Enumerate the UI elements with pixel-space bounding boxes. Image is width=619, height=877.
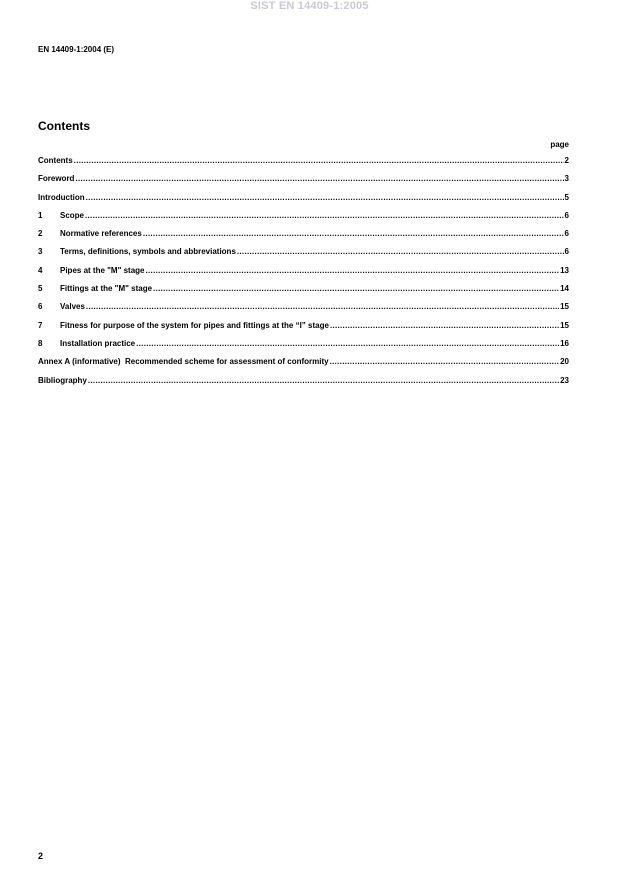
toc-entry-page: 5: [564, 192, 569, 202]
document-id: EN 14409-1:2004 (E): [38, 45, 115, 54]
toc-entry-page: 6: [564, 229, 569, 239]
toc-entry-number: 8: [38, 338, 43, 348]
toc-entry-number: 6: [38, 302, 43, 312]
toc-entry-introduction[interactable]: [38, 193, 569, 211]
toc-entry-installation-practice[interactable]: [38, 339, 569, 357]
toc-entry-annex-a[interactable]: [38, 357, 569, 375]
toc-entry-contents[interactable]: [38, 156, 569, 174]
toc-entry-title: Normative references: [60, 229, 142, 239]
toc-entry-title: Foreword: [38, 174, 75, 184]
toc-entry-page: 2: [564, 156, 569, 165]
toc-entry-number: 7: [38, 320, 43, 330]
page-column-label: page: [550, 140, 569, 149]
toc-entry-title: Terms, definitions, symbols and abbreviations: [60, 247, 236, 257]
toc-entry-title: Bibliography: [38, 375, 87, 385]
toc-entry-page: 20: [560, 357, 569, 367]
toc-entry-number: 4: [38, 265, 43, 275]
toc-entry-number: 2: [38, 229, 43, 239]
dot-leader: [75, 174, 563, 183]
toc-entry-page: 13: [560, 265, 569, 275]
dot-leader: [330, 357, 560, 366]
dot-leader: [86, 193, 564, 202]
dot-leader: [146, 266, 560, 275]
toc-entry-number: 1: [38, 210, 43, 220]
toc-entry-title: Introduction: [38, 192, 85, 202]
toc-entry-title: Contents: [38, 156, 73, 165]
contents-heading: Contents: [38, 119, 90, 133]
toc-entry-page: 15: [560, 302, 569, 312]
toc-entry-valves[interactable]: [38, 302, 569, 320]
toc-entry-bibliography[interactable]: [38, 376, 569, 394]
toc-entry-page: 16: [560, 338, 569, 348]
toc-entry-title: Annex A (informative) Recommended scheme for assessment of conformity: [38, 357, 329, 367]
dot-leader: [86, 302, 559, 311]
toc-entry-page: 14: [560, 284, 569, 294]
toc-entry-title: Valves: [60, 302, 85, 312]
toc-entry-normative-references[interactable]: [38, 229, 569, 247]
dot-leader: [237, 247, 564, 256]
toc-entry-fitness-for-purpose[interactable]: [38, 321, 569, 339]
dot-leader: [136, 339, 559, 348]
toc-entry-title: Pipes at the "M" stage: [60, 265, 145, 275]
toc-entry-title: Fittings at the "M" stage: [60, 284, 153, 294]
watermark: SIST EN 14409-1:2005: [250, 0, 369, 12]
page-number: 2: [38, 851, 44, 861]
dot-leader: [88, 376, 559, 385]
toc-entry-scope[interactable]: [38, 211, 569, 229]
toc-entry-page: 6: [564, 210, 569, 220]
toc-entry-foreword[interactable]: [38, 174, 569, 192]
dot-leader: [74, 156, 564, 165]
toc-entry-pipes[interactable]: [38, 266, 569, 284]
dot-leader: [330, 321, 559, 330]
toc-entry-title: Fitness for purpose of the system for pipes and fittings at the “I” stage: [60, 320, 329, 330]
toc-entry-number: 3: [38, 247, 43, 257]
toc-entry-page: 6: [564, 247, 569, 257]
dot-leader: [153, 284, 559, 293]
table-of-contents: [38, 156, 569, 394]
toc-entry-page: 23: [560, 375, 569, 385]
dot-leader: [85, 211, 564, 220]
toc-entry-page: 15: [560, 320, 569, 330]
dot-leader: [143, 229, 564, 238]
toc-entry-title: Installation practice: [60, 338, 136, 348]
toc-entry-terms-definitions[interactable]: [38, 247, 569, 265]
toc-entry-title: Scope: [60, 210, 85, 220]
toc-entry-number: 5: [38, 284, 43, 294]
toc-entry-page: 3: [564, 174, 569, 184]
toc-entry-fittings[interactable]: [38, 284, 569, 302]
